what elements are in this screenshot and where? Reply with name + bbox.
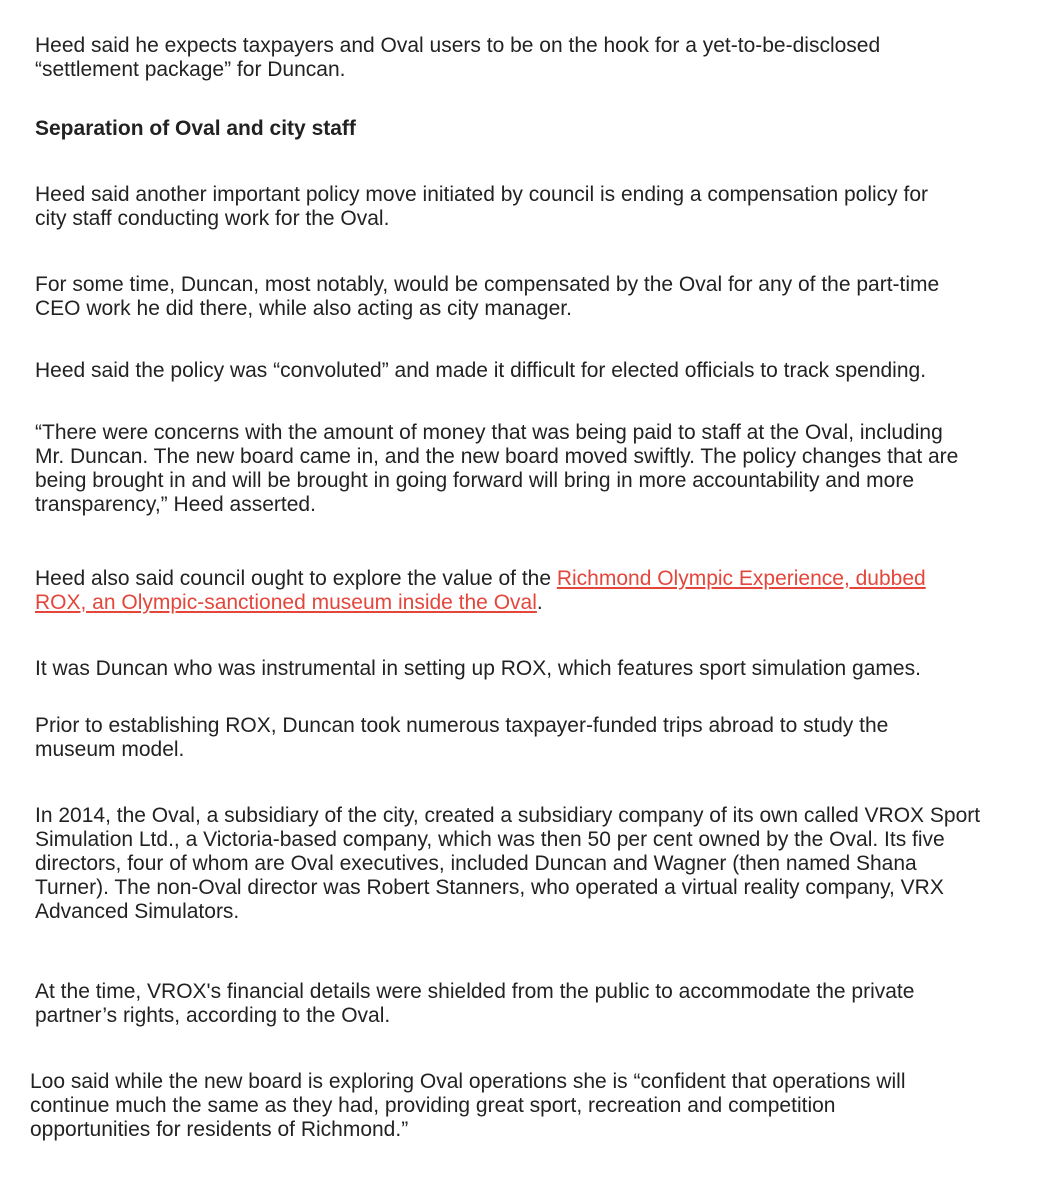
paragraph-vrox-2014: [35, 804, 980, 924]
paragraph-rox-setup: [35, 657, 921, 681]
paragraph-loo-quote: [30, 1070, 906, 1142]
text-line: It was Duncan who was instrumental in setting up ROX, which features sport simulation games.: [35, 657, 921, 680]
text-line: directors, four of whom are Oval executives, included Duncan and Wagner (then named Shana: [35, 852, 917, 875]
section-heading: Separation of Oval and city staff: [35, 117, 356, 140]
text-line: Heed said he expects taxpayers and Oval users to be on the hook for a yet-to-be-disclosed: [35, 34, 881, 57]
text-line: opportunities for residents of Richmond.”: [30, 1118, 409, 1141]
paragraph-settlement: [35, 34, 880, 82]
text-line: [35, 591, 926, 615]
paragraph-trips-abroad: [35, 714, 888, 762]
rox-article-link-continued[interactable]: ROX, an Olympic-sanctioned museum inside the Oval: [35, 591, 537, 614]
text-line: Turner). The non-Oval director was Robert Stanners, who operated a virtual reality company, VRX: [35, 876, 944, 899]
text-line: Heed said the policy was “convoluted” and made it difficult for elected officials to track spending.: [35, 359, 927, 382]
text-line: “There were concerns with the amount of money that was being paid to staff at the Oval, including: [35, 421, 943, 444]
text-line: CEO work he did there, while also acting as city manager.: [35, 297, 572, 320]
text-line: “settlement package” for Duncan.: [35, 58, 346, 81]
text-line: Heed said another important policy move initiated by council is ending a compensation policy for: [35, 183, 928, 206]
paragraph-compensation-policy: [35, 183, 928, 231]
text-line: being brought in and will be brought in going forward will bring in more accountability and more: [35, 469, 915, 492]
text-line: museum model.: [35, 738, 185, 761]
text-line: [35, 567, 926, 591]
text-line: Prior to establishing ROX, Duncan took numerous taxpayer-funded trips abroad to study the: [35, 714, 889, 737]
paragraph-rox-value: [35, 567, 926, 615]
paragraph-quote-concerns: [35, 421, 958, 517]
text-line: At the time, VROX's financial details were shielded from the public to accommodate the private: [35, 980, 915, 1003]
text-line: Loo said while the new board is exploring Oval operations she is “confident that operations will: [30, 1070, 906, 1093]
text-line: continue much the same as they had, providing great sport, recreation and competition: [30, 1094, 836, 1117]
text-line: Simulation Ltd., a Victoria-based company, which was then 50 per cent owned by the Oval. Its five: [35, 828, 945, 851]
text-line: For some time, Duncan, most notably, would be compensated by the Oval for any of the part-time: [35, 273, 940, 296]
text-line: transparency,” Heed asserted.: [35, 493, 316, 516]
text-line: partner’s rights, according to the Oval.: [35, 1004, 391, 1027]
text-line: city staff conducting work for the Oval.: [35, 207, 390, 230]
text-run: .: [536, 591, 543, 614]
text-line: Mr. Duncan. The new board came in, and the new board moved swiftly. The policy changes that are: [35, 445, 959, 468]
paragraph-convoluted: [35, 359, 926, 383]
text-line: In 2014, the Oval, a subsidiary of the city, created a subsidiary company of its own called VROX Sport: [35, 804, 981, 827]
text-run: Heed also said council ought to explore the value of the: [35, 567, 557, 590]
rox-article-link[interactable]: Richmond Olympic Experience, dubbed: [556, 567, 926, 590]
paragraph-financial-details: [35, 980, 914, 1028]
paragraph-part-time-ceo: [35, 273, 939, 321]
text-line: Advanced Simulators.: [35, 900, 240, 923]
